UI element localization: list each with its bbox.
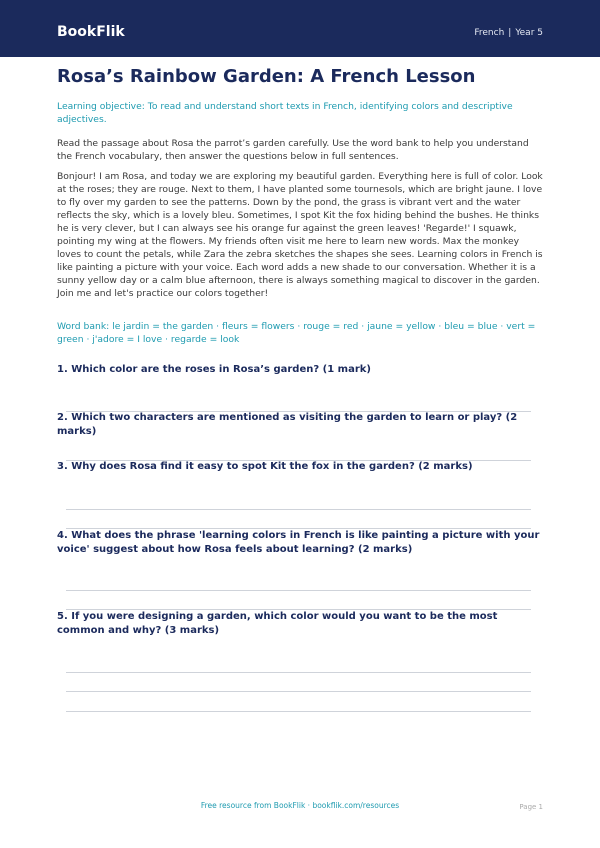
question-1: 1. Which color are the roses in Rosa’s garden? (1 mark) bbox=[57, 364, 371, 375]
brand-logo: BookFlik bbox=[57, 24, 125, 40]
reading-passage: Bonjour! I am Rosa, and today we are exploring my beautiful garden. Everything here is full of color. Look at the roses; they are rouge. Next to them, I have planted some tournesols, which are bright jaune. I love to fly over my garden to see the patterns. Down by the pond, the grass is vibrant vert and the water reflects the sky, which is a lovely bleu. Sometimes, I spot Kit the fox hiding behind the bushes. He thinks he is very clever, but I can always see his orange fur against the green leaves! 'Regarde!' I squawk, pointing my wing at the flowers. My friends often visit me here to learn new words. Max the monkey loves to count the petals, while Zara the zebra sketches the shapes she sees. Learning colors in French is like painting a picture with your voice. Each word adds a new shade to our conversation. Whether it is a sunny yellow day or a calm blue afternoon, there is always something magical to discover in the garden. Join me and let's practice our colors together! bbox=[57, 171, 543, 299]
instructions: Read the passage about Rosa the parrot’s garden carefully. Use the word bank to help you understand the French vocabulary, then answer the questions below in full sentences. bbox=[57, 138, 529, 162]
subject-year bbox=[474, 28, 543, 38]
page-number: Page 1 bbox=[519, 803, 543, 811]
answer-line[interactable] bbox=[66, 590, 531, 591]
subject-label: French bbox=[474, 28, 505, 38]
question-2: 2. Which two characters are mentioned as visiting the garden to learn or play? (2 marks) bbox=[57, 412, 518, 437]
header-bar bbox=[0, 0, 600, 57]
learning-objective: Learning objective: To read and understand short texts in French, identifying colors and descriptive adjectives. bbox=[57, 101, 513, 125]
answer-line[interactable] bbox=[66, 691, 531, 692]
question-5: 5. If you were designing a garden, which color would you want to be the most common and why? (3 marks) bbox=[57, 611, 498, 636]
question-3: 3. Why does Rosa find it easy to spot Kit the fox in the garden? (2 marks) bbox=[57, 461, 473, 472]
answer-line[interactable] bbox=[66, 509, 531, 510]
word-bank: Word bank: le jardin = the garden · fleurs = flowers · rouge = red · jaune = yellow · bleu = blue · vert = green · j'adore = I love · regarde = look bbox=[57, 321, 536, 345]
answer-line[interactable] bbox=[66, 672, 531, 673]
footer-credit: Free resource from BookFlik · bookflik.com/resources bbox=[200, 801, 400, 810]
answer-line[interactable] bbox=[66, 711, 531, 712]
page-title: Rosa’s Rainbow Garden: A French Lesson bbox=[57, 66, 476, 87]
question-4: 4. What does the phrase 'learning colors in French is like painting a picture with your voice' suggest about how Rosa feels about learning? (2 marks) bbox=[57, 530, 540, 555]
year-label: Year 5 bbox=[515, 28, 543, 38]
header-separator: | bbox=[508, 28, 512, 38]
